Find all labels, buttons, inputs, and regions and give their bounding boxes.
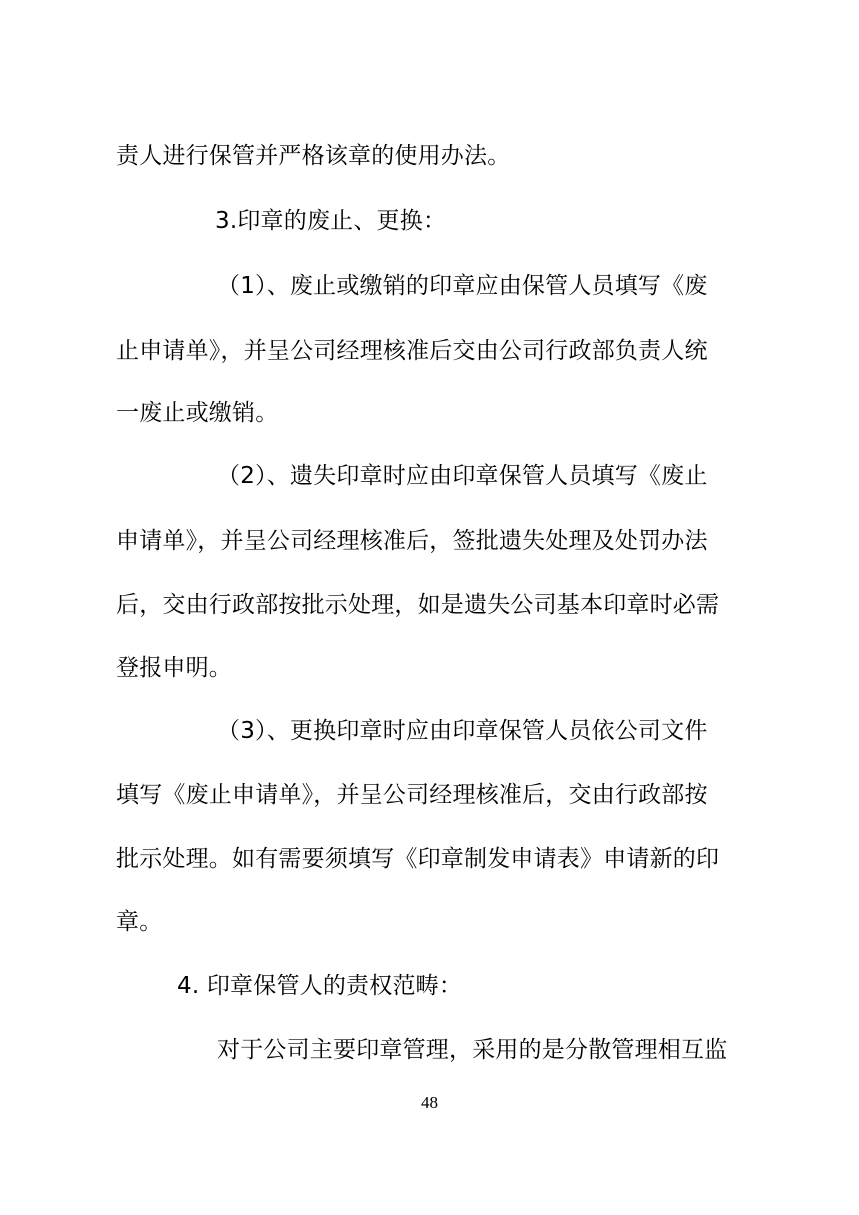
text-line: 批示处理。如有需要须填写《印章制发申请表》申请新的印	[116, 846, 720, 872]
text-line-item-1: （1）、废止或缴销的印章应由保管人员填写《废	[217, 273, 708, 299]
text-line: 止申请单》，并呈公司经理核准后交由公司行政部负责人统	[116, 338, 708, 364]
text-line: 登报申明。	[116, 655, 232, 681]
text-line-continuation: 责人进行保管并严格该章的使用办法。	[116, 143, 511, 169]
section-heading-4: 4. 印章保管人的责权范畴：	[177, 973, 463, 999]
text-line: 对于公司主要印章管理，采用的是分散管理相互监	[217, 1037, 728, 1063]
page-number: 48	[421, 1093, 438, 1112]
text-line-item-3: （3）、更换印章时应由印章保管人员依公司文件	[217, 718, 708, 744]
text-line: 填写《废止申请单》，并呈公司经理核准后，交由行政部按	[116, 782, 708, 808]
text-line-item-2: （2）、遗失印章时应由印章保管人员填写《废止	[217, 463, 708, 489]
text-line: 申请单》，并呈公司经理核准后，签批遗失处理及处罚办法	[116, 528, 708, 554]
section-heading-3: 3.印章的废止、更换：	[215, 208, 447, 234]
text-line: 后，交由行政部按批示处理，如是遗失公司基本印章时必需	[116, 592, 720, 618]
text-line: 一废止或缴销。	[116, 400, 279, 426]
text-line: 章。	[116, 909, 163, 935]
